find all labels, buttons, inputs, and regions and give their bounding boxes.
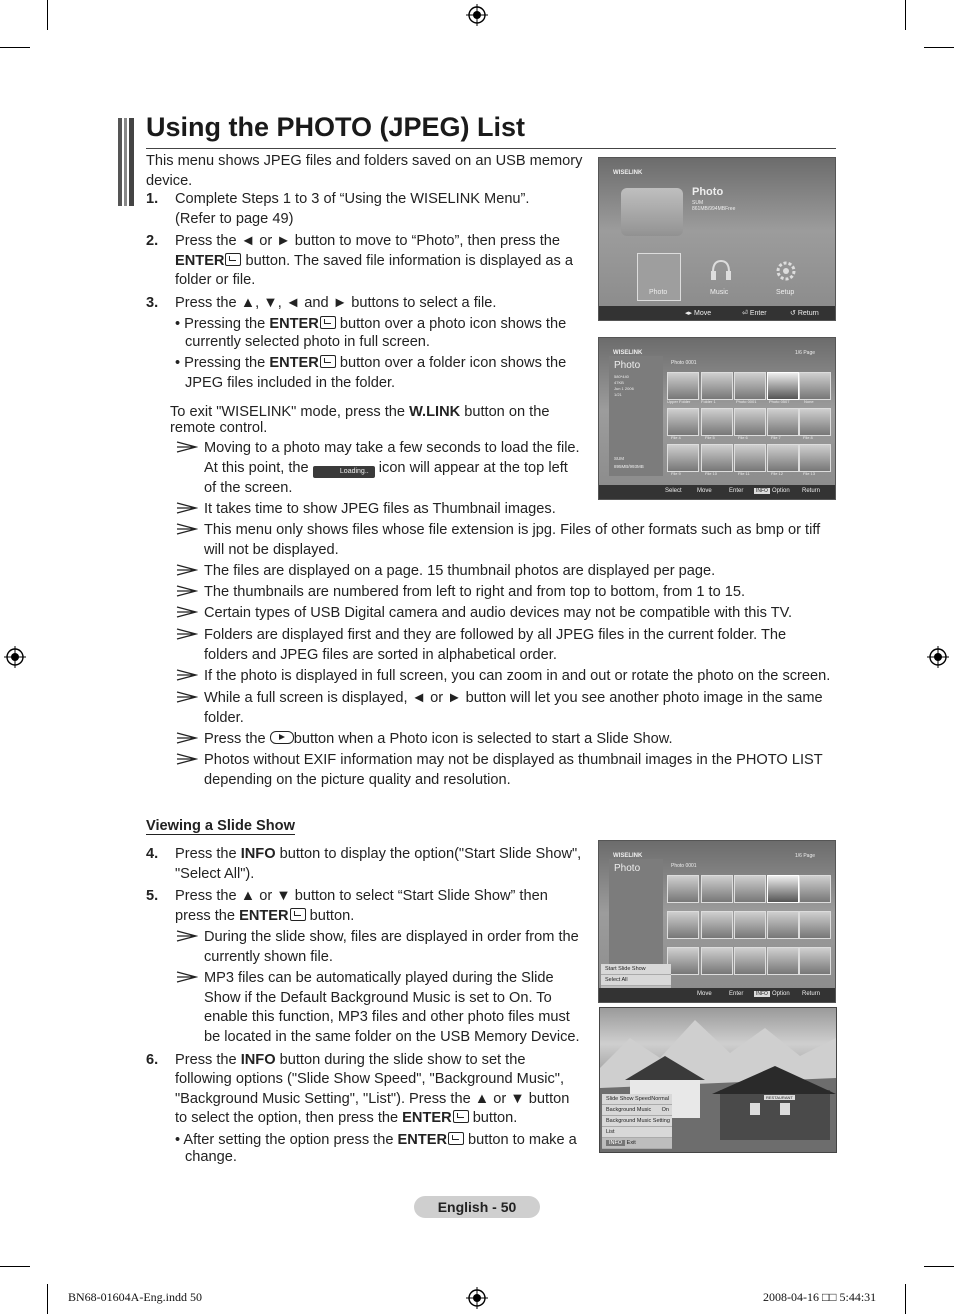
thumbnail xyxy=(667,372,699,400)
note-text: Folders are displayed first and they are followed by all JPEG files in the current folder. The xyxy=(204,627,787,643)
section-heading-text: Viewing a Slide Show xyxy=(146,818,295,834)
note-text xyxy=(204,730,673,750)
thumb-label: File 8 xyxy=(803,435,813,440)
thumbnail xyxy=(767,372,799,400)
info-key-label: INFO xyxy=(240,1052,276,1068)
slideshow-option-menu xyxy=(602,1094,672,1149)
info-key-badge: INFO xyxy=(606,1140,625,1146)
nav-label: Move xyxy=(697,488,712,494)
thumb-label: File 13 xyxy=(803,471,816,476)
screen-nav-bar xyxy=(599,485,835,499)
note-text: During the slide show, files are displayed in order from the xyxy=(204,929,579,945)
thumbnail xyxy=(799,911,831,939)
menu-footer xyxy=(602,1138,672,1149)
thumbnail xyxy=(701,947,733,975)
step-text: Press the ◄ or ► button to move to “Photo”, then press the xyxy=(175,233,561,249)
exit-part: button on the xyxy=(460,404,550,420)
thumbnail xyxy=(734,947,766,975)
note-arrow-icon xyxy=(176,523,198,535)
note-arrow-icon xyxy=(176,441,198,453)
thumbnail xyxy=(799,875,831,903)
menu-item-label: Slide Show Speed xyxy=(606,1096,651,1102)
menu-item-exit[interactable]: Exit xyxy=(626,1140,636,1146)
nav-label: Move xyxy=(697,991,712,997)
thumb-label: Folder 1 xyxy=(701,399,716,404)
thumbnail xyxy=(767,875,799,903)
note-text: be located in the same folder on the USB Memory Device. xyxy=(204,1029,580,1045)
step-text xyxy=(175,907,354,927)
folder-name: Photo 0001 xyxy=(671,863,697,869)
crop-mark xyxy=(905,1284,906,1314)
screen-sub: 861MB/994MBFree xyxy=(692,206,736,212)
nav-label: ↺ Return xyxy=(790,310,819,317)
bullet-text: JPEG files included in the folder. xyxy=(185,375,396,391)
wlink-key-label: W.LINK xyxy=(409,404,461,420)
menu-icon-label: Setup xyxy=(776,289,795,296)
brand-logo: WISELINK xyxy=(613,170,643,176)
bullet-part: button over a folder icon shows the xyxy=(335,355,567,371)
thumbnail xyxy=(667,947,699,975)
nav-label-text: Return xyxy=(797,310,819,317)
step-part: button. xyxy=(468,1110,518,1126)
note-text: enable this function, MP3 files and other photo files must xyxy=(204,1009,570,1025)
note-text: of the screen. xyxy=(204,480,293,496)
photo-list-screenshot xyxy=(598,337,836,500)
thumbnail xyxy=(734,911,766,939)
thumb-label: File 12 xyxy=(771,471,784,476)
menu-item-background-music-setting[interactable]: Background Music Setting xyxy=(602,1116,672,1127)
step-number: 6. xyxy=(146,1052,159,1068)
bullet-text: currently selected photo in full screen. xyxy=(185,334,430,350)
thumbnail xyxy=(799,947,831,975)
page-indicator: 1/6 Page xyxy=(795,350,816,356)
section-heading xyxy=(146,818,295,834)
step-part: Press the xyxy=(175,846,241,862)
step-number: 5. xyxy=(146,888,159,904)
step-part: Press the xyxy=(175,1052,241,1068)
meta-line: Jun 1 2006 xyxy=(614,386,634,391)
note-text xyxy=(204,459,568,479)
bullet-part: • Pressing the xyxy=(175,355,270,371)
registration-mark-icon xyxy=(4,646,26,668)
sum-label: SUM xyxy=(614,456,624,461)
thumbnail xyxy=(701,444,733,472)
screen-heading: Photo xyxy=(614,863,641,874)
bullet-part: button over a photo icon shows the xyxy=(335,316,567,332)
thumbnail xyxy=(767,947,799,975)
photo-side-panel xyxy=(609,859,663,979)
brand-logo: WISELINK xyxy=(613,853,643,859)
menu-item-select-all[interactable]: Select All xyxy=(601,975,671,986)
note-text: Photos without EXIF information may not be displayed as thumbnail images in the PHOTO LIST xyxy=(204,752,823,768)
note-text: The files are displayed on a page. 15 thumbnail photos are displayed per page. xyxy=(204,563,716,579)
note-text: If the photo is displayed in full screen, you can zoom in and out or rotate the photo on the screen. xyxy=(204,668,831,684)
step-text: (Refer to page 49) xyxy=(175,211,294,227)
crop-mark xyxy=(924,47,954,48)
footer-timestamp: 2008-04-16 □□ 5:44:31 xyxy=(763,1290,877,1304)
thumbnail xyxy=(701,911,733,939)
note-arrow-icon xyxy=(176,502,198,514)
step-part: button. xyxy=(305,908,355,924)
folder-name: Photo 0001 xyxy=(671,360,697,366)
note-arrow-icon xyxy=(176,628,198,640)
nav-label: Enter xyxy=(729,991,744,997)
step-text: following options ("Slide Show Speed", "Background Music", xyxy=(175,1071,565,1087)
exit-part: To exit "WISELINK" mode, press the xyxy=(170,404,410,420)
menu-item-list[interactable]: List xyxy=(602,1127,672,1138)
bullet-text: change. xyxy=(185,1149,237,1165)
registration-mark-icon xyxy=(466,4,488,26)
step-text xyxy=(175,845,581,865)
enter-key-label: ENTER xyxy=(239,908,289,924)
thumb-label: File 11 xyxy=(738,471,750,476)
note-text: folder. xyxy=(204,710,244,726)
wiselink-main-screenshot xyxy=(598,157,836,321)
thumbnail xyxy=(799,444,831,472)
note-arrow-icon xyxy=(176,930,198,942)
camera-graphic xyxy=(621,188,683,236)
step-part: button during the slide show to set the xyxy=(275,1052,526,1068)
restaurant-sign: RESTAURANT xyxy=(766,1095,793,1100)
step-text: "Background Music Setting", "List"). Press the ▲ or ▼ button xyxy=(175,1091,570,1107)
registration-mark-icon xyxy=(466,1287,488,1309)
nav-label: Return xyxy=(802,991,821,997)
note-text: Moving to a photo may take a few seconds to load the file. xyxy=(204,440,580,456)
thumb-label: None xyxy=(804,399,814,404)
step-number: 1. xyxy=(146,191,159,207)
step-text xyxy=(175,1051,525,1071)
step-number: 3. xyxy=(146,295,159,311)
thumb-label: File 10 xyxy=(705,471,718,476)
note-text: will not be displayed. xyxy=(204,542,339,558)
nav-label: ⏎ Enter xyxy=(742,310,767,317)
step-number: 2. xyxy=(146,233,159,249)
note-arrow-icon xyxy=(176,753,198,765)
note-text: currently shown file. xyxy=(204,949,333,965)
info-key-label: INFO xyxy=(240,846,276,862)
thumb-label: Photo 0001 xyxy=(736,399,757,404)
note-text: The thumbnails are numbered from left to right and from top to bottom, from 1 to 15. xyxy=(204,584,746,600)
step-part: to select the option, then press the xyxy=(175,1110,403,1126)
step-text: "Select All"). xyxy=(175,866,255,882)
step-text xyxy=(175,252,573,272)
thumb-label: File 5 xyxy=(705,435,715,440)
step-text: Press the ▲ or ▼ button to select “Start Slide Show” then xyxy=(175,888,548,904)
note-arrow-icon xyxy=(176,606,198,618)
menu-icon-label: Music xyxy=(710,289,729,296)
meta-line: 580*440 xyxy=(614,374,629,379)
thumbnail xyxy=(799,408,831,436)
enter-icon xyxy=(320,355,336,368)
thumbnail xyxy=(701,408,733,436)
screen-nav-bar xyxy=(599,306,835,320)
thumbnail xyxy=(701,875,733,903)
enter-icon xyxy=(448,1132,464,1145)
photo-list-info-screenshot xyxy=(598,840,836,1003)
thumbnail xyxy=(767,408,799,436)
note-part: Press the xyxy=(204,731,266,747)
menu-item-start-slide-show[interactable]: Start Slide Show xyxy=(601,964,671,975)
screen-sub: SUM xyxy=(692,200,704,206)
note-part: icon will appear at the top left xyxy=(378,460,568,476)
note-part: At this point, the xyxy=(204,460,309,476)
step-part: press the xyxy=(175,908,240,924)
page-number-badge: English - 50 xyxy=(414,1196,540,1218)
nav-label: Return xyxy=(802,488,821,494)
enter-key-label: ENTER xyxy=(397,1132,447,1148)
thumb-label: File 6 xyxy=(738,435,748,440)
crop-mark xyxy=(0,47,30,48)
note-part: button when a Photo icon is selected to start a Slide Show. xyxy=(293,731,673,747)
thumbnail xyxy=(701,372,733,400)
enter-icon xyxy=(225,253,241,266)
screen-nav-bar xyxy=(599,988,835,1002)
note-text: MP3 files can be automatically played during the Slide xyxy=(204,970,554,986)
note-text: folders and JPEG files are sorted in alphabetical order. xyxy=(204,647,557,663)
music-icon xyxy=(710,258,732,284)
step-text xyxy=(175,1109,517,1129)
thumbnail xyxy=(799,372,831,400)
exit-text: remote control. xyxy=(170,420,268,436)
thumbnail xyxy=(767,911,799,939)
thumbnail xyxy=(767,444,799,472)
bullet-text xyxy=(175,354,566,374)
page-indicator: 1/6 Page xyxy=(795,853,816,859)
nav-label: Option xyxy=(772,991,790,997)
nav-label: Enter xyxy=(729,488,744,494)
note-text: It takes time to show JPEG files as Thumbnail images. xyxy=(204,501,556,517)
page-title: Using the PHOTO (JPEG) List xyxy=(146,112,526,142)
screen-heading: Photo xyxy=(692,186,724,198)
play-button-icon xyxy=(270,731,294,744)
thumbnail xyxy=(734,444,766,472)
thumbnail xyxy=(667,444,699,472)
note-text: This menu only shows files whose file extension is jpg. Files of other formats such as bmp or tiff xyxy=(204,522,821,538)
enter-icon xyxy=(290,908,306,921)
brand-logo: WISELINK xyxy=(613,350,643,356)
nav-label: ◂▸ Move xyxy=(685,310,712,317)
thumb-label: Upper Folder xyxy=(667,399,691,404)
note-arrow-icon xyxy=(176,564,198,576)
nav-label-text: Enter xyxy=(749,310,767,317)
thumb-label: File 9 xyxy=(671,471,681,476)
info-key-badge: INFO xyxy=(756,991,768,997)
note-arrow-icon xyxy=(176,971,198,983)
meta-line: 47KB xyxy=(614,380,624,385)
menu-item-slide-show-speed[interactable] xyxy=(602,1094,672,1105)
menu-item-label: Background Music xyxy=(606,1107,652,1113)
nav-label: Option xyxy=(772,488,790,494)
thumbnail xyxy=(734,408,766,436)
menu-item-value: On xyxy=(661,1107,669,1113)
step-text: Press the ▲, ▼, ◄ and ► buttons to select a file. xyxy=(175,295,497,311)
loading-icon: Loading.. xyxy=(313,466,375,478)
bullet-part: • Pressing the xyxy=(175,316,270,332)
thumbnail xyxy=(667,911,699,939)
crop-mark xyxy=(905,0,906,30)
free-label: 895MB/993MB xyxy=(614,464,644,469)
bullet-part: button to make a xyxy=(464,1132,577,1148)
enter-icon xyxy=(320,316,336,329)
crop-mark xyxy=(47,1284,48,1314)
note-arrow-icon xyxy=(176,732,198,744)
enter-key-label: ENTER xyxy=(175,253,225,269)
note-text: Show if the Default Background Music is set to On. To xyxy=(204,990,552,1006)
meta-line: 1/21 xyxy=(614,392,622,397)
step-text-part: button. The saved file information is displayed as a xyxy=(241,253,573,269)
screen-heading: Photo xyxy=(614,360,641,371)
enter-key-label: ENTER xyxy=(269,316,319,332)
footer-file-info: BN68-01604A-Eng.indd 50 xyxy=(68,1290,202,1304)
registration-mark-icon xyxy=(927,646,949,668)
gear-icon xyxy=(774,258,798,284)
title-divider xyxy=(146,148,836,149)
note-text: While a full screen is displayed, ◄ or ► button will let you see another photo image in the same xyxy=(204,690,823,706)
step-text: folder or file. xyxy=(175,272,256,288)
note-arrow-icon xyxy=(176,669,198,681)
crop-mark xyxy=(924,1266,954,1267)
menu-item-background-music[interactable] xyxy=(602,1105,672,1116)
note-text: depending on the picture quality and resolution. xyxy=(204,772,511,788)
crop-mark xyxy=(0,1266,30,1267)
thumb-label: Photo 0507 xyxy=(769,399,790,404)
info-key-badge: INFO xyxy=(756,488,768,494)
nav-label-text: Move xyxy=(693,310,712,317)
note-arrow-icon xyxy=(176,691,198,703)
intro-text: This menu shows JPEG files and folders saved on an USB memory device. xyxy=(146,153,583,189)
step-number: 4. xyxy=(146,846,159,862)
enter-key-label: ENTER xyxy=(402,1110,452,1126)
thumb-label: File 4 xyxy=(671,435,681,440)
enter-icon xyxy=(453,1110,469,1123)
bullet-part: • After setting the option press the xyxy=(175,1132,398,1148)
title-decoration xyxy=(118,118,134,206)
crop-mark xyxy=(47,0,48,30)
nav-label: Select xyxy=(665,488,682,494)
bullet-text xyxy=(175,315,566,335)
thumb-label: File 7 xyxy=(771,435,781,440)
menu-icon-label: Photo xyxy=(649,289,668,296)
enter-key-label: ENTER xyxy=(269,355,319,371)
note-text: Certain types of USB Digital camera and audio devices may not be compatible with this TV. xyxy=(204,605,793,621)
thumbnail xyxy=(667,408,699,436)
step-text: Complete Steps 1 to 3 of “Using the WISELINK Menu”. xyxy=(175,191,530,207)
thumbnail xyxy=(667,875,699,903)
thumbnail xyxy=(734,875,766,903)
thumbnail xyxy=(734,372,766,400)
note-arrow-icon xyxy=(176,585,198,597)
step-part: button to display the option("Start Slide Show", xyxy=(275,846,582,862)
slideshow-photo-screenshot xyxy=(599,1007,837,1153)
menu-item-value: Normal xyxy=(651,1096,669,1102)
